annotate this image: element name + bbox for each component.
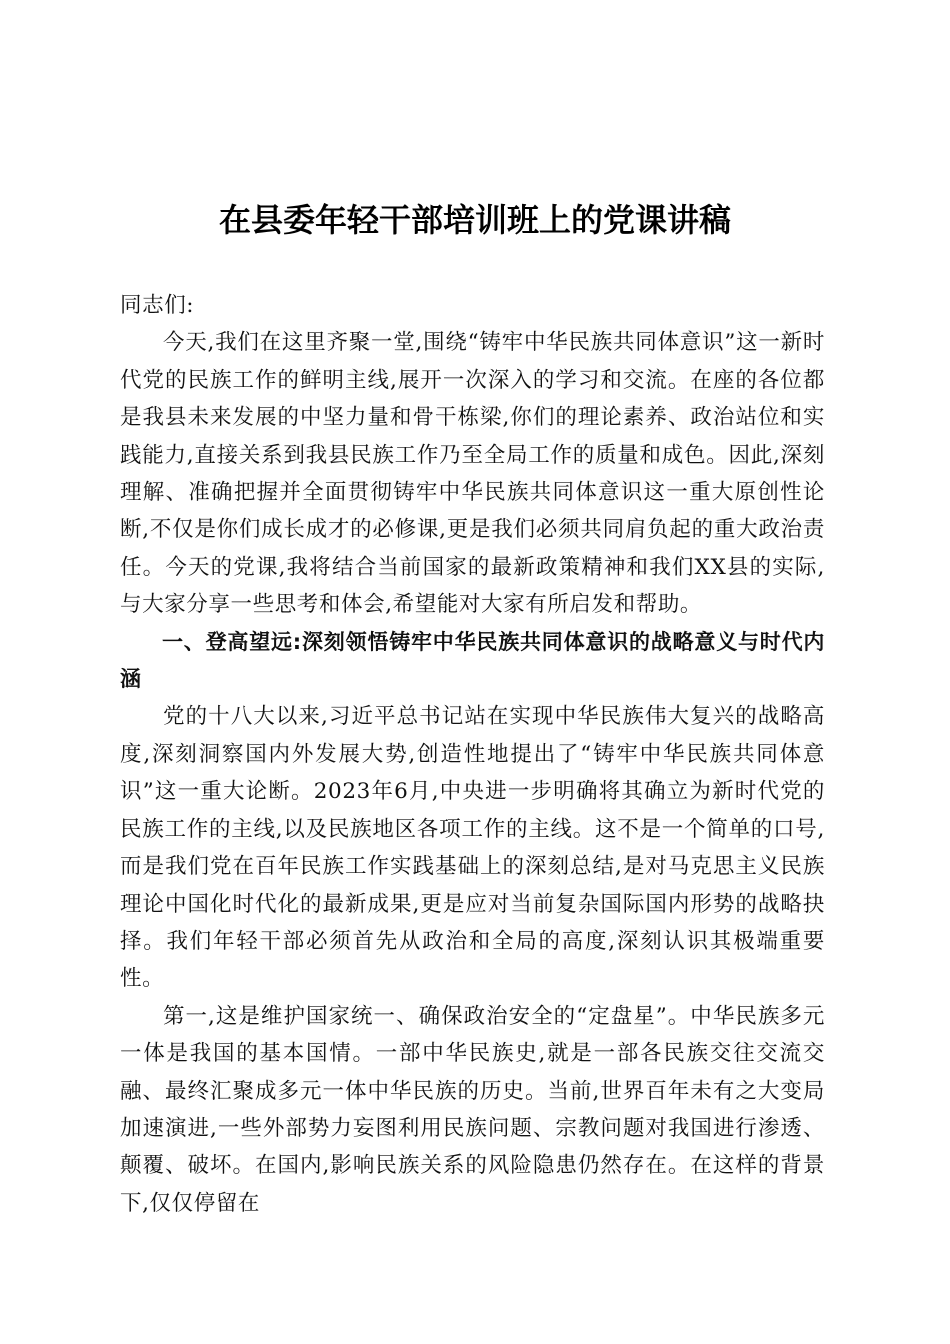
- body-paragraph: 党的十八大以来,习近平总书记站在实现中华民族伟大复兴的战略高度,深刻洞察国内外发展大势,创造性地提出了“铸牢中华民族共同体意识”这一重大论断。2023年6月,中央进一步明确将其确立为新时代党的民族工作的主线,以及民族地区各项工作的主线。这不是一个简单的口号,而是我们党在百年民族工作实践基础上的深刻总结,是对马克思主义民族理论中国化时代化的最新成果,更是应对当前复杂国际国内形势的战略抉择。我们年轻干部必须首先从政治和全局的高度,深刻认识其极端重要性。: [120, 704, 825, 992]
- document-body: [120, 287, 825, 1222]
- section-heading: 一、登高望远:深刻领悟铸牢中华民族共同体意识的战略意义与时代内涵: [120, 629, 825, 692]
- intro-paragraph: 今天,我们在这里齐聚一堂,围绕“铸牢中华民族共同体意识”这一新时代党的民族工作的鲜明主线,展开一次深入的学习和交流。在座的各位都是我县未来发展的中坚力量和骨干栋梁,你们的理论素养、政治站位和实践能力,直接关系到我县民族工作乃至全局工作的质量和成色。因此,深刻理解、准确把握并全面贯彻铸牢中华民族共同体意识这一重大原创性论断,不仅是你们成长成才的必修课,更是我们必须共同肩负起的重大政治责任。今天的党课,我将结合当前国家的最新政策精神和我们XX县的实际,与大家分享一些思考和体会,希望能对大家有所启发和帮助。: [120, 330, 825, 618]
- body-paragraph: 第一,这是维护国家统一、确保政治安全的“定盘星”。中华民族多元一体是我国的基本国情。一部中华民族史,就是一部各民族交往交流交融、最终汇聚成多元一体中华民族的历史。当前,世界百年未有之大变局加速演进,一些外部势力妄图利用民族问题、宗教问题对我国进行渗透、颠覆、破坏。在国内,影响民族关系的风险隐患仍然存在。在这样的背景下,仅仅停留在: [120, 1003, 825, 1216]
- document-title: 在县委年轻干部培训班上的党课讲稿: [218, 201, 731, 239]
- salutation: 同志们:: [120, 293, 195, 318]
